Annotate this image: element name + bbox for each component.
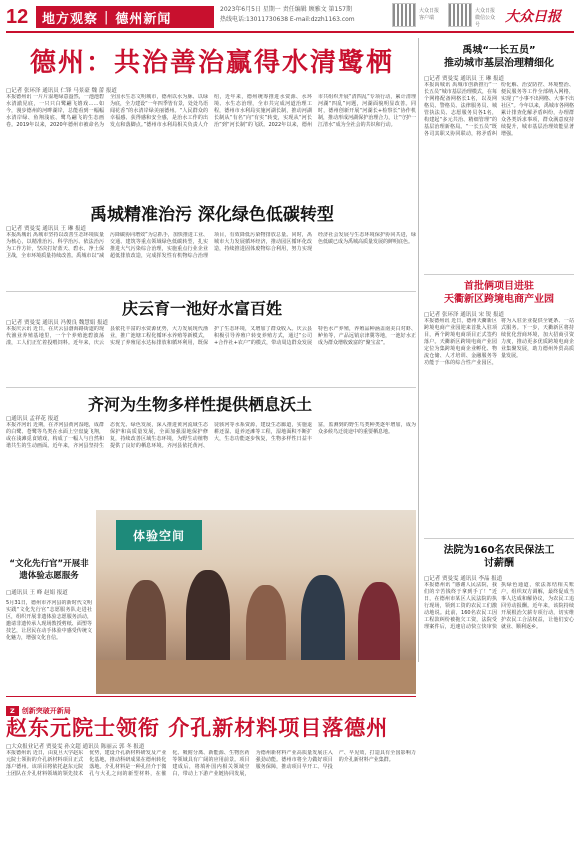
innovation-bar — [6, 698, 206, 715]
section-tab — [36, 6, 214, 28]
sidebar1-headline-line1: 禹城“一长五员” — [462, 45, 536, 56]
photo-person — [301, 575, 345, 671]
qihe-byline: □通讯员 孟祥花 报道 — [6, 416, 59, 422]
sidebar2-headline-line1: 首批俩项目进驻 — [464, 281, 534, 292]
sidebar1-body: 本报禹城讯 禹城市创新推行“一长五员”城市基层治理模式，在每个网格配备网格长1名，以及网格员、警格员、法律服务员、城管执法员、志愿服务员各1名，构建起“多元共治、精细管理”的基层治理新格局。“一长五员”既各司其职又协同联动，将矛盾纠纷化解、治安防控、环境整治、便民服务等工作全部纳入网格，实现了“小事不出网格、大事不出社区”。今年以来，禹城市各网格累计排查化解矛盾纠纷，办理群众各类诉求事项，群众满意度持续提升，城市基层治理效能显著增强。 — [424, 82, 574, 137]
innovation-label: 创新突破开新局 — [21, 707, 71, 715]
sidebar1-headline — [424, 44, 574, 70]
section-name: 地方观察 — [42, 11, 99, 27]
divider — [6, 387, 416, 388]
yucheng-body: 本报禹城讯 禹城市坚持以改善生态环境质量为核心，以精准治污、科学治污、依法治污为工作方针，坚决打好蓝天、碧水、净土保卫战，全市环境质量持续改善。禹城市以“减污降碳协同增效”为总抓手，加快推进工业、交通、建筑等重点领域绿色低碳转型，扎实推进大气污染综合治理，实施重点行业企业超低排放改造，完成挥发性有机物综合治理项目，有效降低污染物排放总量。同时，禹城市大力发展循环经济，推动园区循环化改造，持续推进固体废物综合利用，努力实现经济社会发展与生态环境保护协同共进，绿色低碳已成为禹城高质量发展的鲜明底色。 — [6, 232, 416, 259]
bottom-body: 本报德州讯 近日，由复旦大学赵东元院士领衔的介孔新材料项目正式落户德州。该项目将依托赵东元院士团队在介孔材料领域的领先技术优势，建设介孔新材料研发及产业化基地，推动科研成果在德州转化落地。介孔材料是一种孔径介于微孔与大孔之间的新型材料，在催化、吸附分离、新能源、生物医药等领域具有广阔的应用前景。项目建成后，将填补国内相关领域空白，带动上下游产业链协同发展，为德州新材料产业高质量发展注入强劲动能。德州市将全力做好项目服务保障，推动项目早开工、早投产、早见效，打造具有全国影响力的介孔新材料产业集群。 — [6, 750, 416, 777]
photo-person — [186, 570, 230, 670]
issue-line: 2023年6月5日 星期一 责任编辑 顾雅文 第157期 — [220, 6, 352, 13]
caption-story — [6, 558, 92, 686]
edition-name: 德州新闻 — [115, 11, 172, 27]
masthead-rule — [6, 31, 574, 33]
photo-person — [358, 582, 400, 672]
qingyun-byline: □记者 贾曼雯 通讯员 冯俊良 魏慧娟 报道 — [6, 320, 108, 326]
main-body: 本报德州讯 一片片湿地绿意盎然，一池池碧水清澈见底，一只只白鹭翩飞嬉戏……如今，漫步德州的河畔湖岸，总能看到一幅幅水清岸绿、鱼翔浅底、鹭鸟翩飞的生态画卷。2019年以来，2020年德州市被命名为全国水生态文明城市，德州以水为脉、以绿为底，全力建设“一年四季皆有景，处处鸟语闻花香”的水清岸绿美丽德州。“人民群众的幸福感、获得感和安全感，是治水工作的出发点和落脚点。”德州市水利局相关负责人介绍，近年来，德州统筹推进水资源、水环境、水生态治理，全市共完成河道治理工程，德州市水利局实施河湖长制，推动河湖长制从“有名”向“有实”转变，实现从“河长治”到“河长制”的飞跃。2022年以来，德州市共组织开展“清四乱”专项行动，累计清理河湖“四乱”问题，河湖面貌明显改善。同时，德州创新开展“河湖长+检察长”协作机制，推动形成河湖保护治理合力，让“守护一江清水”成为全社会的共识和行动。 — [6, 94, 416, 128]
qr-caption: 大众日报微信公众号 — [475, 8, 496, 28]
photo-person — [246, 585, 286, 671]
yucheng-byline: □记者 贾曼雯 通讯员 王 琳 报道 — [6, 226, 86, 232]
sidebar3-body: 本报德州讯 “感谢人民法院，我们的辛苦钱终于拿到手了！”近日，在德州市某区人民法院的执行现场，领到工资的农民工们激动地说。此前，160名农民工因工程款纠纷被拖欠工资，法院受理案件后，迅速启动快立快审快执绿色通道，依法冻结相关账户，组织双方调解，最终促成当事人达成和解协议，为农民工追回劳动报酬。近年来，该院持续开展根治欠薪专项行动，切实维护农民工合法权益，让他们安心就业、顺利返乡。 — [424, 582, 574, 630]
divider — [424, 538, 574, 539]
sidebar2-headline — [424, 280, 574, 306]
bottom-byline: □大众报业记者 贾曼雯 孙文超 通讯员 陈丽云 郭 冬 报道 — [6, 744, 145, 750]
sidebar2-headline-line2: 天衢新区跨境电商产业园 — [444, 294, 554, 305]
photo-banner: 体验空间 — [116, 520, 202, 550]
sidebar3-headline-line1: 法院为160名农民保法工 — [443, 545, 555, 556]
sidebar2-body: 本报德州讯 近日，德州天衢新区跨境电商产业园迎来首批入驻项目，两个跨境电商项目正式签约落户。天衢新区跨境电商产业园定位为集跨境电商企业孵化、物流仓储、人才培训、金融服务等功能于一体的综合性产业园区，将为入驻企业提供全链条、一站式服务。下一步，天衢新区将持续优化营商环境，加大招商引资力度，推动更多优质跨境电商企业集聚发展，助力德州外贸高质量发展。 — [424, 318, 574, 366]
qr-code-icon — [448, 3, 472, 27]
photo-person — [126, 580, 166, 670]
contact-line: 热线电话:13011730638 E-mail:dzzh1163.com — [220, 16, 355, 23]
sidebar3-byline: □记者 贾曼雯 通讯员 李晶 报道 — [424, 576, 503, 582]
qingyun-headline: 庆云育一池好水富百姓 — [122, 299, 283, 318]
main-byline: □记者 张环泽 通讯员 仁锋 马景豪 魏 蕾 报道 — [6, 88, 117, 94]
sidebar-divider — [418, 38, 419, 662]
sidebar1-byline: □记者 贾曼雯 通讯员 王 琳 报道 — [424, 76, 504, 82]
qingyun-body: 本报庆云讯 近日，在庆云县渤海路街道的现代渔业养殖基地里，一个个养殖池碧波荡漾，工人们正忙着投喂饲料。近年来，庆云县依托丰富的水资源优势，大力发展现代渔业，推广池塘工程化循环水养殖等新模式，实现了养殖尾水达标排放和循环利用，既保护了生态环境，又增加了群众收入。庆云县积极引导养殖户转变养殖方式，通过“公司+合作社+农户”的模式，带动周边群众发展特色水产养殖，养殖品种涵盖南美白对虾、鲈鱼等，产品远销京津冀等地，一池好水正成为群众增收致富的“聚宝盆”。 — [6, 326, 416, 346]
qr-caption: 大众日报客户端 — [419, 8, 440, 21]
main-headline: 德州：共治善治赢得水清鹭栖 — [30, 48, 395, 78]
sidebar3-headline — [424, 544, 574, 570]
qihe-body: 本报齐河讯 近期，在齐河县黄河湿地，成群的白鹭、苍鹭等鸟类在水面上空盘旋飞翔，或在浅滩觅食嬉戏，构成了一幅人与自然和谐共生的生动画面。近年来，齐河县坚持生态优先、绿色发展，深入推进黄河流域生态保护和高质量发展，全面加强湿地保护修复，持续改善区域生态环境，为野生动植物提供了良好的栖息环境。齐河县依托黄河、徒骇河等水系资源，建设生态廊道，实施退耕还湿、退养还滩等工程，湿地面积不断扩大，生态功能逐步恢复，生物多样性日益丰富，监测到的野生鸟类种类逐年增加，成为众多候鸟迁徙途中的重要栖息地。 — [6, 422, 416, 449]
photo-table — [96, 660, 416, 694]
divider — [424, 274, 574, 275]
caption-body: 5月31日，德州市齐河县的新时代文明实践“文化先行官”志愿服务队走进社区，组织开展非遗体验志愿服务活动，邀请非遗传承人现场教授剪纸、面塑等技艺，让居民在动手体验中感受传统文化魅力，增强文化自信。 — [6, 600, 92, 641]
divider — [6, 291, 416, 292]
newspaper-logo: 大众日报 — [505, 9, 561, 25]
masthead-info — [220, 5, 355, 25]
divider — [6, 696, 416, 697]
news-photo — [96, 510, 416, 694]
page-number: 12 — [6, 6, 29, 28]
innovation-tag: Z — [6, 706, 19, 716]
qihe-headline: 齐河为生物多样性提供栖息沃土 — [88, 395, 313, 414]
sidebar1-headline-line2: 推动城市基层治理精细化 — [444, 58, 554, 69]
section-separator: | — [104, 9, 110, 25]
yucheng-headline: 禹城精准治污 深化绿色低碳转型 — [90, 205, 334, 225]
sidebar3-headline-line2: 讨薪酬 — [484, 558, 514, 569]
masthead — [0, 0, 580, 34]
bottom-headline: 赵东元院士领衔 介孔新材料项目落德州 — [6, 715, 389, 740]
caption-byline: □通讯员 王 峰 赵娟 报道 — [6, 590, 68, 596]
sidebar2-byline: □记者 张环泽 通讯员 宋 锐 报道 — [424, 312, 504, 318]
qr-code-icon — [392, 3, 416, 27]
caption-headline: “文化先行官”开展非遗体验志愿服务 — [9, 559, 89, 581]
